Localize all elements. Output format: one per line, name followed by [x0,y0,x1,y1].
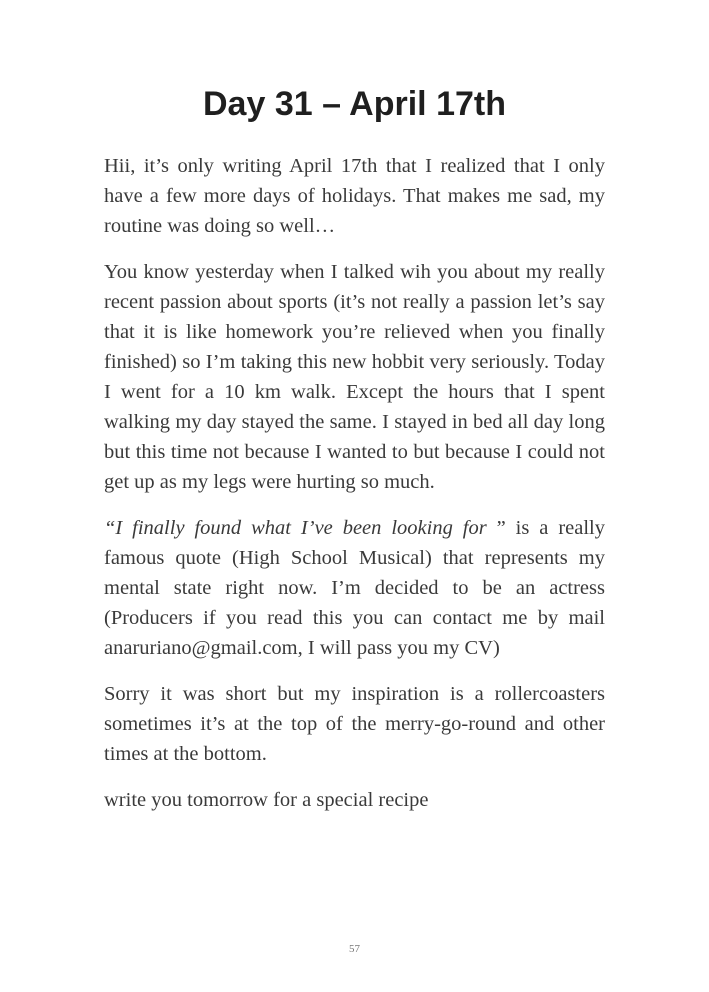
paragraph-3-text: ” is a really famous quote (High School Musical) that represents my mental state right now. I’m decided to be an actress (Producers if you read this you can contact me by mail anaruriano@gmail.com, I will pass you my CV) [104,517,605,659]
paragraph-2: You know yesterday when I talked wih you about my really recent passion about sports (it’s not really a passion let’s say that it is like homework you’re relieved when you finally finished) so I’m taking this new hobbit very seriously. Today I went for a 10 km walk. Except the hours that I spent walking my day stayed the same. I stayed in bed all day long but this time not because I wanted to but because I could not get up as my legs were hurting so much. [104,261,605,493]
body-text [104,151,605,831]
quote-text: “I finally found what I’ve been looking for [104,517,487,539]
page-title: Day 31 – April 17th [203,85,506,123]
paragraph-1: Hii, it’s only writing April 17th that I realized that I only have a few more days of holidays. That makes me sad, my routine was doing so well… [104,155,605,237]
paragraph-3 [104,513,605,663]
paragraph-4: Sorry it was short but my inspiration is a rollercoasters sometimes it’s at the top of the merry-go-round and other times at the bottom. [104,683,605,765]
paragraph-5: write you tomorrow for a special recipe [104,789,429,811]
page-number: 57 [349,943,360,955]
